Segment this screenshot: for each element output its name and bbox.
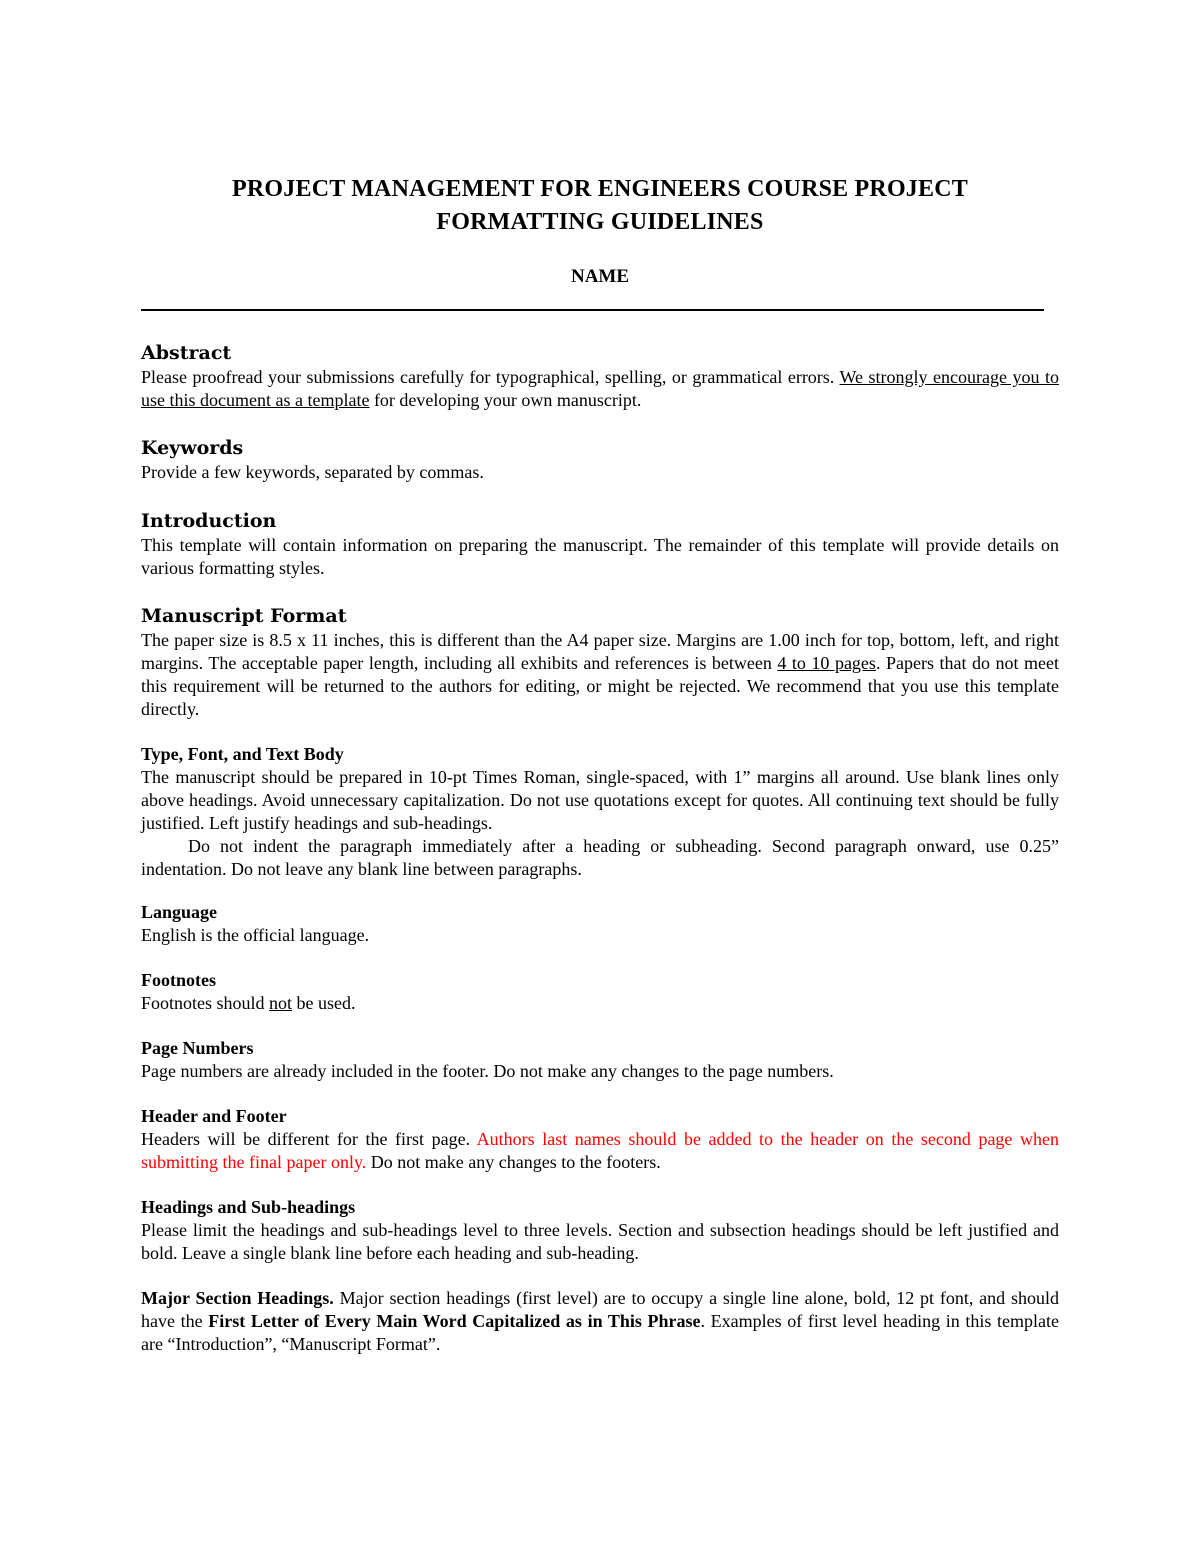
page-length-range: 4 to 10 pages <box>777 653 876 673</box>
abstract-underlined-text: We strongly encourage you to use this document as a template <box>141 367 1059 410</box>
footnotes-text-part2: be used. <box>292 993 356 1013</box>
major-section-headings <box>141 1287 1059 1356</box>
major-section-text-part2: . Examples of first level heading in this template are “Introduction”, “Manuscript Format”. <box>141 1311 1059 1354</box>
headings-heading: Headings and Sub-headings <box>141 1197 356 1217</box>
keywords-text: Provide a few keywords, separated by commas. <box>141 462 484 482</box>
major-section-text <box>141 1287 1059 1356</box>
footnotes-text <box>141 992 1059 1015</box>
page-numbers-text: Page numbers are already included in the footer. Do not make any changes to the page numbers. <box>141 1061 834 1081</box>
language-heading: Language <box>141 902 218 922</box>
language-text: English is the official language. <box>141 925 370 945</box>
introduction-heading: Introduction <box>141 510 277 532</box>
author-name: NAME <box>570 266 630 287</box>
keywords-section <box>141 435 1059 484</box>
introduction-section <box>141 508 1059 580</box>
footnotes-heading: Footnotes <box>141 970 216 990</box>
type-font-paragraph-1: The manuscript should be prepared in 10-pt Times Roman, single-spaced, with 1” margins all around. Use blank lines only above headings. Avoid unnecessary capitalization. Do not use quotations except for quotes. All continuing text should be fully justified. Left justify headings and sub-headings. <box>141 767 1059 833</box>
abstract-heading: Abstract <box>141 342 232 364</box>
header-footer-text <box>141 1128 1059 1174</box>
document-title <box>141 173 1059 239</box>
header-footer-text-part1: Headers will be different for the first page. <box>141 1129 477 1149</box>
header-footer-heading: Header and Footer <box>141 1106 287 1126</box>
header-footer-red-note: Authors last names should be added to the header on the second page when submitting the final paper only. <box>141 1129 1059 1172</box>
abstract-section <box>141 340 1059 412</box>
major-section-text-part1: Major section headings (first level) are to occupy a single line alone, bold, 12 pt font, and should have the <box>141 1288 1059 1331</box>
manuscript-format-section <box>141 603 1059 721</box>
manuscript-format-heading: Manuscript Format <box>141 605 347 627</box>
type-font-paragraph-2: Do not indent the paragraph immediately after a heading or subheading. Second paragraph onward, use 0.25” indentation. Do not leave any blank line between paragraphs. <box>141 836 1059 879</box>
title-line-1: PROJECT MANAGEMENT FOR ENGINEERS COURSE PROJECT <box>232 176 968 202</box>
footnotes-section <box>141 969 1059 1015</box>
title-line-2: FORMATTING GUIDELINES <box>436 209 764 235</box>
manuscript-format-text-part1: The paper size is 8.5 x 11 inches, this is different than the A4 paper size. Margins are 1.00 inch for top, bottom, left, and right margins. The acceptable paper length, including all exhibits and references is between <box>141 630 1059 673</box>
abstract-text-part1: Please proofread your submissions carefully for typographical, spelling, or grammatical errors. <box>141 367 840 387</box>
manuscript-format-text-part2: . Papers that do not meet this requirement will be returned to the authors for editing, or might be rejected. We recommend that you use this template directly. <box>141 653 1060 719</box>
title-divider <box>141 309 1044 311</box>
introduction-text: This template will contain information on preparing the manuscript. The remainder of this template will provide details on various formatting styles. <box>141 535 1059 578</box>
type-font-heading: Type, Font, and Text Body <box>141 744 344 764</box>
language-section <box>141 901 1059 947</box>
header-footer-text-part2: Do not make any changes to the footers. <box>366 1152 661 1172</box>
major-section-bold-phrase: First Letter of Every Main Word Capitalized as in This Phrase <box>208 1311 701 1331</box>
type-font-section <box>141 743 1059 881</box>
footnotes-not-word: not <box>269 993 293 1013</box>
keywords-heading: Keywords <box>141 437 244 459</box>
header-footer-section <box>141 1105 1059 1174</box>
headings-section <box>141 1196 1059 1265</box>
abstract-text-part2: for developing your own manuscript. <box>369 390 642 410</box>
abstract-text <box>141 366 1059 412</box>
footnotes-text-part1: Footnotes should <box>141 993 270 1013</box>
major-section-lead: Major Section Headings. <box>141 1288 334 1308</box>
page-numbers-heading: Page Numbers <box>141 1038 254 1058</box>
page-numbers-section <box>141 1037 1059 1083</box>
headings-text: Please limit the headings and sub-headings level to three levels. Section and subsection headings should be left justified and bold. Leave a single blank line before each heading and sub-heading. <box>141 1220 1059 1263</box>
manuscript-format-text <box>141 629 1059 721</box>
